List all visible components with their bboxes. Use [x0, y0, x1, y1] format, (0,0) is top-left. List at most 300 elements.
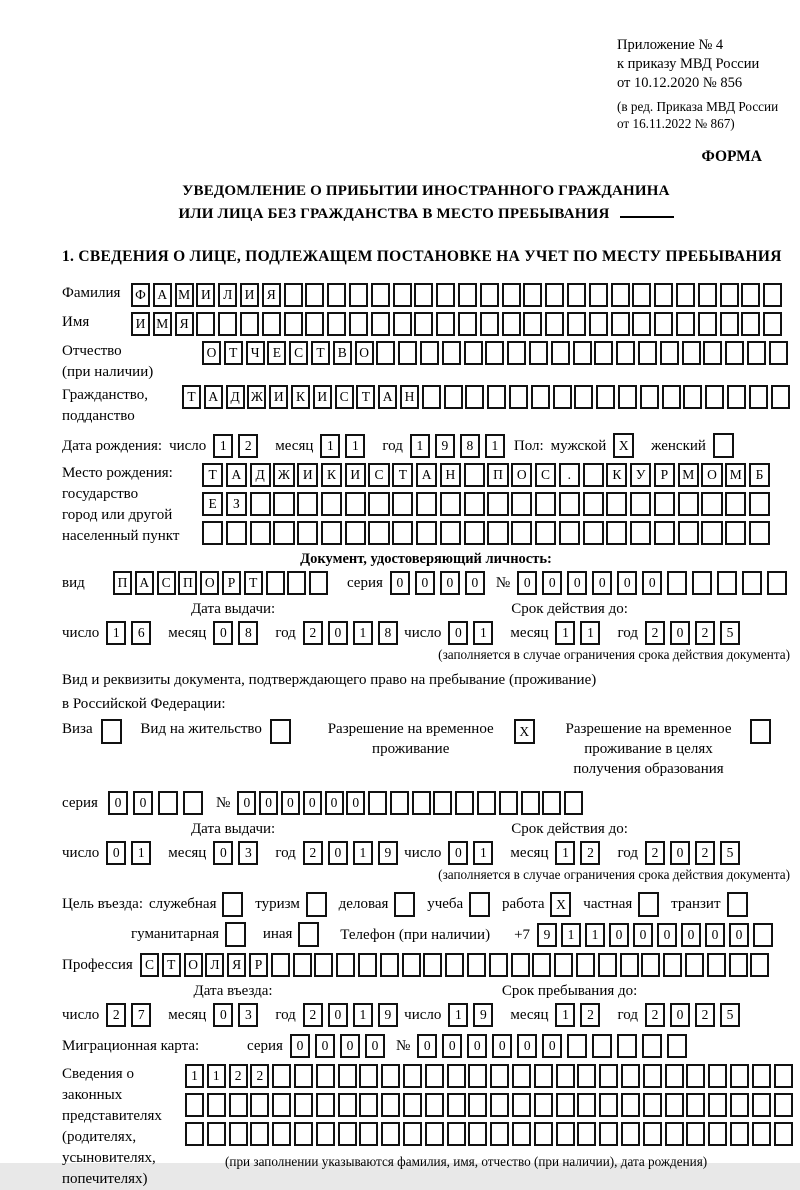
- purpose-work-checkbox[interactable]: [550, 892, 574, 917]
- char-cell[interactable]: 9: [378, 841, 398, 865]
- char-cell[interactable]: И: [131, 312, 150, 336]
- empty-cell[interactable]: [273, 521, 294, 545]
- empty-cell[interactable]: [534, 1093, 553, 1117]
- empty-cell[interactable]: [414, 283, 433, 307]
- char-cell[interactable]: М: [678, 463, 699, 487]
- char-cell[interactable]: 0: [390, 571, 410, 595]
- empty-cell[interactable]: [596, 385, 615, 409]
- empty-cell[interactable]: [371, 283, 390, 307]
- empty-cell[interactable]: [512, 1093, 531, 1117]
- char-cell[interactable]: 1: [561, 923, 581, 947]
- char-cell[interactable]: Т: [356, 385, 375, 409]
- empty-cell[interactable]: [196, 312, 215, 336]
- empty-cell[interactable]: [502, 312, 521, 336]
- purpose-business-checkbox[interactable]: [394, 892, 418, 917]
- empty-cell[interactable]: [573, 341, 592, 365]
- empty-cell[interactable]: [749, 492, 770, 516]
- empty-cell[interactable]: [583, 521, 604, 545]
- empty-cell[interactable]: [703, 341, 722, 365]
- empty-cell[interactable]: [642, 1034, 662, 1058]
- char-cell[interactable]: 0: [440, 571, 460, 595]
- stay-month-cells[interactable]: [555, 1003, 605, 1027]
- empty-cell[interactable]: [707, 953, 726, 977]
- empty-cell[interactable]: [742, 571, 762, 595]
- char-cell[interactable]: А: [153, 283, 172, 307]
- char-cell[interactable]: 0: [328, 1003, 348, 1027]
- char-cell[interactable]: Я: [227, 953, 246, 977]
- char-cell[interactable]: 0: [567, 571, 587, 595]
- char-cell[interactable]: Р: [654, 463, 675, 487]
- empty-cell[interactable]: [262, 312, 281, 336]
- char-cell[interactable]: 2: [229, 1064, 248, 1088]
- issue-day-cells[interactable]: [106, 621, 156, 645]
- char-cell[interactable]: 1: [131, 841, 151, 865]
- empty-cell[interactable]: [229, 1122, 248, 1146]
- char-cell[interactable]: 0: [328, 841, 348, 865]
- char-cell[interactable]: 0: [542, 571, 562, 595]
- empty-cell[interactable]: [240, 312, 259, 336]
- char-cell[interactable]: Т: [392, 463, 413, 487]
- empty-cell[interactable]: [509, 385, 528, 409]
- empty-cell[interactable]: [771, 385, 790, 409]
- char-cell[interactable]: С: [157, 571, 176, 595]
- empty-cell[interactable]: [534, 1064, 553, 1088]
- char-cell[interactable]: X: [613, 433, 634, 458]
- empty-cell[interactable]: [643, 1122, 662, 1146]
- empty-cell[interactable]: [359, 1122, 378, 1146]
- empty-cell[interactable]: [294, 1064, 313, 1088]
- empty-cell[interactable]: [752, 1093, 771, 1117]
- char-cell[interactable]: 0: [729, 923, 749, 947]
- empty-cell[interactable]: [158, 791, 178, 815]
- char-cell[interactable]: 2: [580, 1003, 600, 1027]
- empty-cell[interactable]: [630, 521, 651, 545]
- char-cell[interactable]: 0: [237, 791, 256, 815]
- empty-cell[interactable]: [273, 492, 294, 516]
- empty-cell[interactable]: [403, 1122, 422, 1146]
- char-cell[interactable]: 0: [517, 1034, 537, 1058]
- empty-cell[interactable]: [349, 312, 368, 336]
- empty-cell[interactable]: [272, 1064, 291, 1088]
- char-cell[interactable]: Я: [262, 283, 281, 307]
- char-cell[interactable]: М: [175, 283, 194, 307]
- residence-validity-month-cells[interactable]: [555, 841, 605, 865]
- char-cell[interactable]: 0: [705, 923, 725, 947]
- residence-series-cells[interactable]: [108, 791, 208, 815]
- empty-cell[interactable]: [611, 283, 630, 307]
- empty-cell[interactable]: [701, 521, 722, 545]
- birth-day-cells[interactable]: [213, 434, 263, 458]
- empty-cell[interactable]: [741, 312, 760, 336]
- char-cell[interactable]: М: [725, 463, 746, 487]
- empty-cell[interactable]: [297, 521, 318, 545]
- empty-cell[interactable]: [654, 492, 675, 516]
- empty-cell[interactable]: [380, 953, 399, 977]
- empty-cell[interactable]: [394, 892, 415, 917]
- char-cell[interactable]: 1: [585, 923, 605, 947]
- empty-cell[interactable]: [316, 1093, 335, 1117]
- empty-cell[interactable]: [545, 283, 564, 307]
- char-cell[interactable]: 1: [410, 434, 430, 458]
- char-cell[interactable]: Ф: [131, 283, 150, 307]
- empty-cell[interactable]: [398, 341, 417, 365]
- char-cell[interactable]: 5: [720, 621, 740, 645]
- empty-cell[interactable]: [250, 1093, 269, 1117]
- char-cell[interactable]: О: [355, 341, 374, 365]
- empty-cell[interactable]: [250, 492, 271, 516]
- empty-cell[interactable]: [577, 1122, 596, 1146]
- empty-cell[interactable]: [611, 312, 630, 336]
- char-cell[interactable]: 0: [609, 923, 629, 947]
- char-cell[interactable]: Е: [267, 341, 286, 365]
- empty-cell[interactable]: [654, 521, 675, 545]
- char-cell[interactable]: X: [514, 719, 535, 744]
- empty-cell[interactable]: [458, 283, 477, 307]
- char-cell[interactable]: 0: [642, 571, 662, 595]
- temporary-residence-education-checkbox[interactable]: [750, 719, 774, 744]
- empty-cell[interactable]: [559, 492, 580, 516]
- char-cell[interactable]: 0: [467, 1034, 487, 1058]
- char-cell[interactable]: Д: [226, 385, 245, 409]
- stay-year-cells[interactable]: [645, 1003, 745, 1027]
- empty-cell[interactable]: [564, 791, 583, 815]
- empty-cell[interactable]: [663, 953, 682, 977]
- empty-cell[interactable]: [464, 492, 485, 516]
- char-cell[interactable]: 1: [473, 841, 493, 865]
- empty-cell[interactable]: [298, 922, 319, 947]
- empty-cell[interactable]: [306, 892, 327, 917]
- empty-cell[interactable]: [465, 385, 484, 409]
- empty-cell[interactable]: [101, 719, 122, 744]
- empty-cell[interactable]: [512, 1064, 531, 1088]
- empty-cell[interactable]: [685, 953, 704, 977]
- empty-cell[interactable]: [392, 521, 413, 545]
- empty-cell[interactable]: [620, 953, 639, 977]
- migration-series-cells[interactable]: [290, 1034, 390, 1058]
- empty-cell[interactable]: [535, 492, 556, 516]
- char-cell[interactable]: 1: [213, 434, 233, 458]
- empty-cell[interactable]: [641, 953, 660, 977]
- empty-cell[interactable]: [720, 283, 739, 307]
- char-cell[interactable]: 2: [695, 1003, 715, 1027]
- empty-cell[interactable]: [523, 312, 542, 336]
- empty-cell[interactable]: [556, 1093, 575, 1117]
- empty-cell[interactable]: [589, 312, 608, 336]
- char-cell[interactable]: С: [368, 463, 389, 487]
- empty-cell[interactable]: [455, 791, 474, 815]
- purpose-transit-checkbox[interactable]: [727, 892, 751, 917]
- empty-cell[interactable]: [327, 312, 346, 336]
- char-cell[interactable]: 1: [555, 621, 575, 645]
- empty-cell[interactable]: [621, 1093, 640, 1117]
- empty-cell[interactable]: [480, 312, 499, 336]
- entry-year-cells[interactable]: [303, 1003, 403, 1027]
- char-cell[interactable]: 1: [555, 841, 575, 865]
- char-cell[interactable]: Ж: [247, 385, 266, 409]
- char-cell[interactable]: 0: [592, 571, 612, 595]
- empty-cell[interactable]: [202, 521, 223, 545]
- empty-cell[interactable]: [250, 521, 271, 545]
- empty-cell[interactable]: [185, 1093, 204, 1117]
- empty-cell[interactable]: [583, 463, 604, 487]
- empty-cell[interactable]: [559, 521, 580, 545]
- char-cell[interactable]: 1: [555, 1003, 575, 1027]
- char-cell[interactable]: 1: [106, 621, 126, 645]
- empty-cell[interactable]: [750, 953, 769, 977]
- char-cell[interactable]: 0: [346, 791, 365, 815]
- empty-cell[interactable]: [727, 385, 746, 409]
- empty-cell[interactable]: [574, 385, 593, 409]
- given-name-cells[interactable]: [131, 312, 785, 336]
- empty-cell[interactable]: [287, 571, 306, 595]
- doc-number-cells[interactable]: [517, 571, 792, 595]
- empty-cell[interactable]: [423, 953, 442, 977]
- empty-cell[interactable]: [390, 791, 409, 815]
- char-cell[interactable]: 2: [645, 841, 665, 865]
- empty-cell[interactable]: [638, 892, 659, 917]
- char-cell[interactable]: 0: [492, 1034, 512, 1058]
- empty-cell[interactable]: [412, 791, 431, 815]
- empty-cell[interactable]: [416, 492, 437, 516]
- char-cell[interactable]: 1: [448, 1003, 468, 1027]
- char-cell[interactable]: 5: [720, 841, 740, 865]
- empty-cell[interactable]: [487, 492, 508, 516]
- char-cell[interactable]: 2: [303, 621, 323, 645]
- empty-cell[interactable]: [229, 1093, 248, 1117]
- empty-cell[interactable]: [425, 1093, 444, 1117]
- char-cell[interactable]: Я: [175, 312, 194, 336]
- empty-cell[interactable]: [294, 1122, 313, 1146]
- empty-cell[interactable]: [511, 953, 530, 977]
- char-cell[interactable]: 1: [207, 1064, 226, 1088]
- char-cell[interactable]: 0: [517, 571, 537, 595]
- empty-cell[interactable]: [665, 1093, 684, 1117]
- phone-cells[interactable]: [537, 923, 777, 947]
- char-cell[interactable]: 0: [213, 621, 233, 645]
- empty-cell[interactable]: [480, 283, 499, 307]
- empty-cell[interactable]: [358, 953, 377, 977]
- empty-cell[interactable]: [542, 791, 561, 815]
- empty-cell[interactable]: [316, 1064, 335, 1088]
- char-cell[interactable]: 2: [106, 1003, 126, 1027]
- char-cell[interactable]: И: [313, 385, 332, 409]
- empty-cell[interactable]: [599, 1064, 618, 1088]
- char-cell[interactable]: 0: [340, 1034, 360, 1058]
- empty-cell[interactable]: [708, 1122, 727, 1146]
- char-cell[interactable]: 0: [417, 1034, 437, 1058]
- char-cell[interactable]: О: [701, 463, 722, 487]
- char-cell[interactable]: Т: [162, 953, 181, 977]
- empty-cell[interactable]: [294, 1093, 313, 1117]
- birth-place-row3-cells[interactable]: [202, 521, 773, 545]
- empty-cell[interactable]: [606, 492, 627, 516]
- empty-cell[interactable]: [616, 341, 635, 365]
- empty-cell[interactable]: [683, 385, 702, 409]
- empty-cell[interactable]: [447, 1122, 466, 1146]
- char-cell[interactable]: 1: [353, 841, 373, 865]
- char-cell[interactable]: 6: [131, 621, 151, 645]
- char-cell[interactable]: 0: [670, 841, 690, 865]
- char-cell[interactable]: 0: [133, 791, 153, 815]
- empty-cell[interactable]: [686, 1093, 705, 1117]
- char-cell[interactable]: 2: [645, 1003, 665, 1027]
- empty-cell[interactable]: [556, 1122, 575, 1146]
- char-cell[interactable]: К: [321, 463, 342, 487]
- empty-cell[interactable]: [534, 1122, 553, 1146]
- empty-cell[interactable]: [567, 1034, 587, 1058]
- purpose-other-checkbox[interactable]: [298, 922, 322, 947]
- char-cell[interactable]: Т: [244, 571, 263, 595]
- empty-cell[interactable]: [403, 1093, 422, 1117]
- empty-cell[interactable]: [662, 385, 681, 409]
- empty-cell[interactable]: [618, 385, 637, 409]
- empty-cell[interactable]: [730, 1122, 749, 1146]
- char-cell[interactable]: 1: [345, 434, 365, 458]
- empty-cell[interactable]: [698, 312, 717, 336]
- entry-day-cells[interactable]: [106, 1003, 156, 1027]
- char-cell[interactable]: О: [200, 571, 219, 595]
- char-cell[interactable]: С: [535, 463, 556, 487]
- issue-year-cells[interactable]: [303, 621, 403, 645]
- char-cell[interactable]: 0: [542, 1034, 562, 1058]
- empty-cell[interactable]: [630, 492, 651, 516]
- representatives-row2-cells[interactable]: [185, 1093, 795, 1117]
- empty-cell[interactable]: [583, 492, 604, 516]
- empty-cell[interactable]: [621, 1064, 640, 1088]
- empty-cell[interactable]: [774, 1122, 793, 1146]
- empty-cell[interactable]: [402, 953, 421, 977]
- char-cell[interactable]: 0: [108, 791, 128, 815]
- char-cell[interactable]: 0: [365, 1034, 385, 1058]
- empty-cell[interactable]: [447, 1093, 466, 1117]
- empty-cell[interactable]: [305, 312, 324, 336]
- char-cell[interactable]: И: [345, 463, 366, 487]
- empty-cell[interactable]: [741, 283, 760, 307]
- empty-cell[interactable]: [490, 1064, 509, 1088]
- char-cell[interactable]: 5: [720, 1003, 740, 1027]
- char-cell[interactable]: 0: [448, 841, 468, 865]
- char-cell[interactable]: 1: [320, 434, 340, 458]
- representatives-row1-cells[interactable]: [185, 1064, 795, 1088]
- empty-cell[interactable]: [638, 341, 657, 365]
- empty-cell[interactable]: [270, 719, 291, 744]
- char-cell[interactable]: 0: [106, 841, 126, 865]
- empty-cell[interactable]: [425, 1064, 444, 1088]
- birth-month-cells[interactable]: [320, 434, 370, 458]
- char-cell[interactable]: А: [135, 571, 154, 595]
- empty-cell[interactable]: [667, 571, 687, 595]
- empty-cell[interactable]: [464, 463, 485, 487]
- char-cell[interactable]: Т: [311, 341, 330, 365]
- empty-cell[interactable]: [222, 892, 243, 917]
- char-cell[interactable]: П: [487, 463, 508, 487]
- char-cell[interactable]: Л: [205, 953, 224, 977]
- char-cell[interactable]: 1: [353, 621, 373, 645]
- male-checkbox[interactable]: [613, 433, 637, 458]
- empty-cell[interactable]: [368, 492, 389, 516]
- char-cell[interactable]: 2: [303, 841, 323, 865]
- empty-cell[interactable]: [420, 341, 439, 365]
- char-cell[interactable]: О: [511, 463, 532, 487]
- empty-cell[interactable]: [617, 1034, 637, 1058]
- empty-cell[interactable]: [338, 1093, 357, 1117]
- empty-cell[interactable]: [545, 312, 564, 336]
- char-cell[interactable]: Е: [202, 492, 223, 516]
- char-cell[interactable]: 8: [460, 434, 480, 458]
- char-cell[interactable]: 2: [250, 1064, 269, 1088]
- empty-cell[interactable]: [576, 953, 595, 977]
- empty-cell[interactable]: [632, 283, 651, 307]
- empty-cell[interactable]: [640, 385, 659, 409]
- empty-cell[interactable]: [599, 1122, 618, 1146]
- empty-cell[interactable]: [297, 492, 318, 516]
- char-cell[interactable]: 0: [290, 1034, 310, 1058]
- empty-cell[interactable]: [368, 521, 389, 545]
- empty-cell[interactable]: [485, 341, 504, 365]
- empty-cell[interactable]: [464, 521, 485, 545]
- char-cell[interactable]: У: [630, 463, 651, 487]
- empty-cell[interactable]: [467, 953, 486, 977]
- empty-cell[interactable]: [665, 1064, 684, 1088]
- empty-cell[interactable]: [665, 1122, 684, 1146]
- char-cell[interactable]: 8: [378, 621, 398, 645]
- char-cell[interactable]: 0: [281, 791, 300, 815]
- purpose-private-checkbox[interactable]: [638, 892, 662, 917]
- empty-cell[interactable]: [392, 492, 413, 516]
- empty-cell[interactable]: [774, 1093, 793, 1117]
- empty-cell[interactable]: [692, 571, 712, 595]
- empty-cell[interactable]: [632, 312, 651, 336]
- empty-cell[interactable]: [727, 892, 748, 917]
- empty-cell[interactable]: [592, 1034, 612, 1058]
- empty-cell[interactable]: [440, 521, 461, 545]
- residence-validity-year-cells[interactable]: [645, 841, 745, 865]
- empty-cell[interactable]: [381, 1064, 400, 1088]
- empty-cell[interactable]: [445, 953, 464, 977]
- residence-permit-checkbox[interactable]: [270, 719, 294, 744]
- empty-cell[interactable]: [682, 341, 701, 365]
- empty-cell[interactable]: [532, 953, 551, 977]
- empty-cell[interactable]: [676, 283, 695, 307]
- empty-cell[interactable]: [207, 1122, 226, 1146]
- empty-cell[interactable]: [589, 283, 608, 307]
- validity-year-cells[interactable]: [645, 621, 745, 645]
- char-cell[interactable]: С: [335, 385, 354, 409]
- empty-cell[interactable]: [554, 953, 573, 977]
- empty-cell[interactable]: [403, 1064, 422, 1088]
- empty-cell[interactable]: [469, 892, 490, 917]
- char-cell[interactable]: А: [378, 385, 397, 409]
- empty-cell[interactable]: [359, 1093, 378, 1117]
- empty-cell[interactable]: [730, 1093, 749, 1117]
- female-checkbox[interactable]: [713, 433, 737, 458]
- residence-issue-day-cells[interactable]: [106, 841, 156, 865]
- char-cell[interactable]: 0: [657, 923, 677, 947]
- empty-cell[interactable]: [321, 492, 342, 516]
- empty-cell[interactable]: [511, 521, 532, 545]
- empty-cell[interactable]: [185, 1122, 204, 1146]
- char-cell[interactable]: С: [140, 953, 159, 977]
- validity-day-cells[interactable]: [448, 621, 498, 645]
- empty-cell[interactable]: [183, 791, 203, 815]
- empty-cell[interactable]: [654, 283, 673, 307]
- empty-cell[interactable]: [345, 521, 366, 545]
- empty-cell[interactable]: [464, 341, 483, 365]
- empty-cell[interactable]: [529, 341, 548, 365]
- empty-cell[interactable]: [338, 1122, 357, 1146]
- char-cell[interactable]: 0: [617, 571, 637, 595]
- empty-cell[interactable]: [577, 1093, 596, 1117]
